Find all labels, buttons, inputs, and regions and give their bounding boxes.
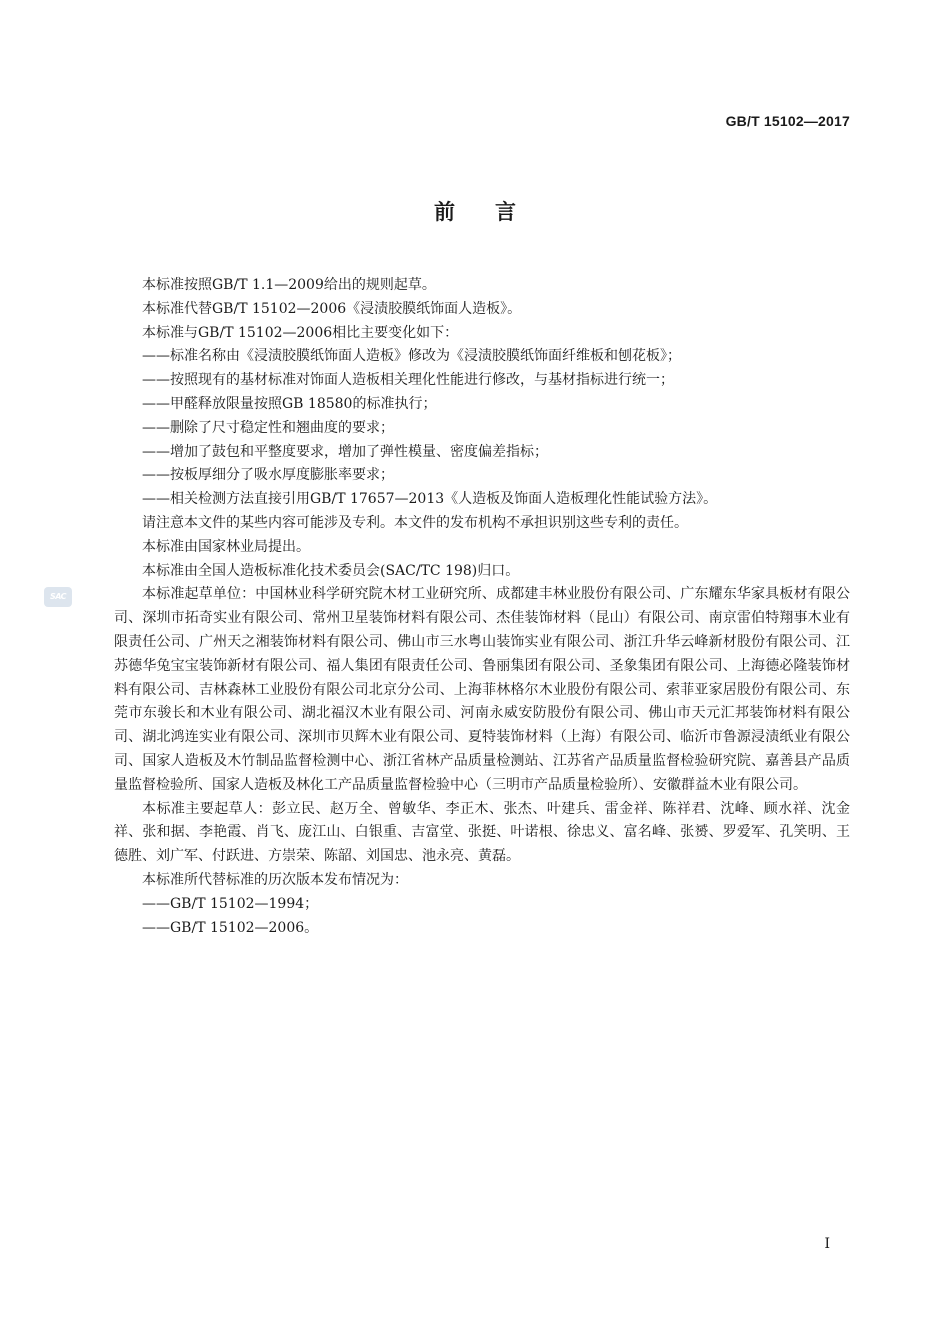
change-item: ——按板厚细分了吸水厚度膨胀率要求； xyxy=(142,467,394,484)
paragraph-proposed-by: 本标准由国家林业局提出。 xyxy=(142,538,310,555)
page-number: I xyxy=(824,1236,830,1252)
paragraph-drafters: 本标准主要起草人：彭立民、赵万全、曾敏华、李正木、张杰、叶建兵、雷金祥、陈祥君、沈峰、顾水祥、沈金祥、张和据、李艳霞、肖飞、庞江山、白银重、吉富堂、张挺、叶诺根、徐忠义、富名峰、张赟、罗爱军、孔笑明、王德胜、刘广军、付跃进、方崇荣、陈韶、刘国忠、池永亮、黄磊。 xyxy=(114,800,850,865)
history-item: ——GB/T 15102—2006。 xyxy=(142,919,319,936)
page-title: 前言 xyxy=(434,200,556,224)
change-item: ——按照现有的基材标准对饰面人造板相关理化性能进行修改，与基材指标进行统一； xyxy=(142,372,674,389)
paragraph-drafting-rules: 本标准按照GB/T 1.1—2009给出的规则起草。 xyxy=(142,277,436,293)
history-item: ——GB/T 15102—1994； xyxy=(142,895,319,912)
change-item: ——标准名称由《浸渍胶膜纸饰面人造板》修改为《浸渍胶膜纸饰面纤维板和刨花板》； xyxy=(142,348,681,365)
foreword-body xyxy=(114,274,850,940)
paragraph-replaces: 本标准代替GB/T 15102—2006《浸渍胶膜纸饰面人造板》。 xyxy=(142,300,522,317)
paragraph-patent-notice: 请注意本文件的某些内容可能涉及专利。本文件的发布机构不承担识别这些专利的责任。 xyxy=(142,514,688,531)
paragraph-centralized-by: 本标准由全国人造板标准化技术委员会(SAC/TC 198)归口。 xyxy=(142,562,520,579)
change-item: ——相关检测方法直接引用GB/T 17657—2013《人造板及饰面人造板理化性能试验方法》。 xyxy=(142,491,718,508)
change-item: ——删除了尺寸稳定性和翘曲度的要求； xyxy=(142,419,394,436)
paragraph-history-intro: 本标准所代替标准的历次版本发布情况为： xyxy=(142,871,408,888)
paragraph-changes-intro: 本标准与GB/T 15102—2006相比主要变化如下： xyxy=(142,324,459,341)
paragraph-drafting-units: 本标准起草单位：中国林业科学研究院木材工业研究所、成都建丰林业股份有限公司、广东耀东华家具板材有限公司、深圳市拓奇实业有限公司、常州卫星装饰材料有限公司、杰佳装饰材料（昆山）有限公司、南京雷伯特翔事木业有限责任公司、广州天之湘装饰材料有限公司、佛山市三水粤山装饰实业有限公司、浙江升华云峰新材股份有限公司、江苏德华兔宝宝装饰新材有限公司、福人集团有限责任公司、鲁丽集团有限公司、圣象集团有限公司、上海德必隆装饰材料有限公司、吉林森林工业股份有限公司北京分公司、上海菲林格尔木业股份有限公司、索菲亚家居股份有限公司、东莞市东骏长和木业有限公司、湖北福汉木业有限公司、河南永威安防股份有限公司、佛山市天元汇邦装饰材料有限公司、湖北鸿连实业有限公司、深圳市贝辉木业有限公司、夏特装饰材料（上海）有限公司、临沂市鲁源浸渍纸业有限公司、国家人造板及木竹制品监督检测中心、浙江省林产品质量检测站、江苏省产品质量监督检验研究院、嘉善县产品质量监督检验所、国家人造板及林化工产品质量监督检验中心（三明市产品质量检验所）、安徽群益木业有限公司。 xyxy=(114,586,850,793)
change-item: ——甲醛释放限量按照GB 18580的标准执行； xyxy=(142,395,437,412)
standard-number: GB/T 15102—2017 xyxy=(725,113,850,129)
change-item: ——增加了鼓包和平整度要求，增加了弹性模量、密度偏差指标； xyxy=(142,443,548,460)
sac-watermark-logo: SAC xyxy=(44,587,72,607)
